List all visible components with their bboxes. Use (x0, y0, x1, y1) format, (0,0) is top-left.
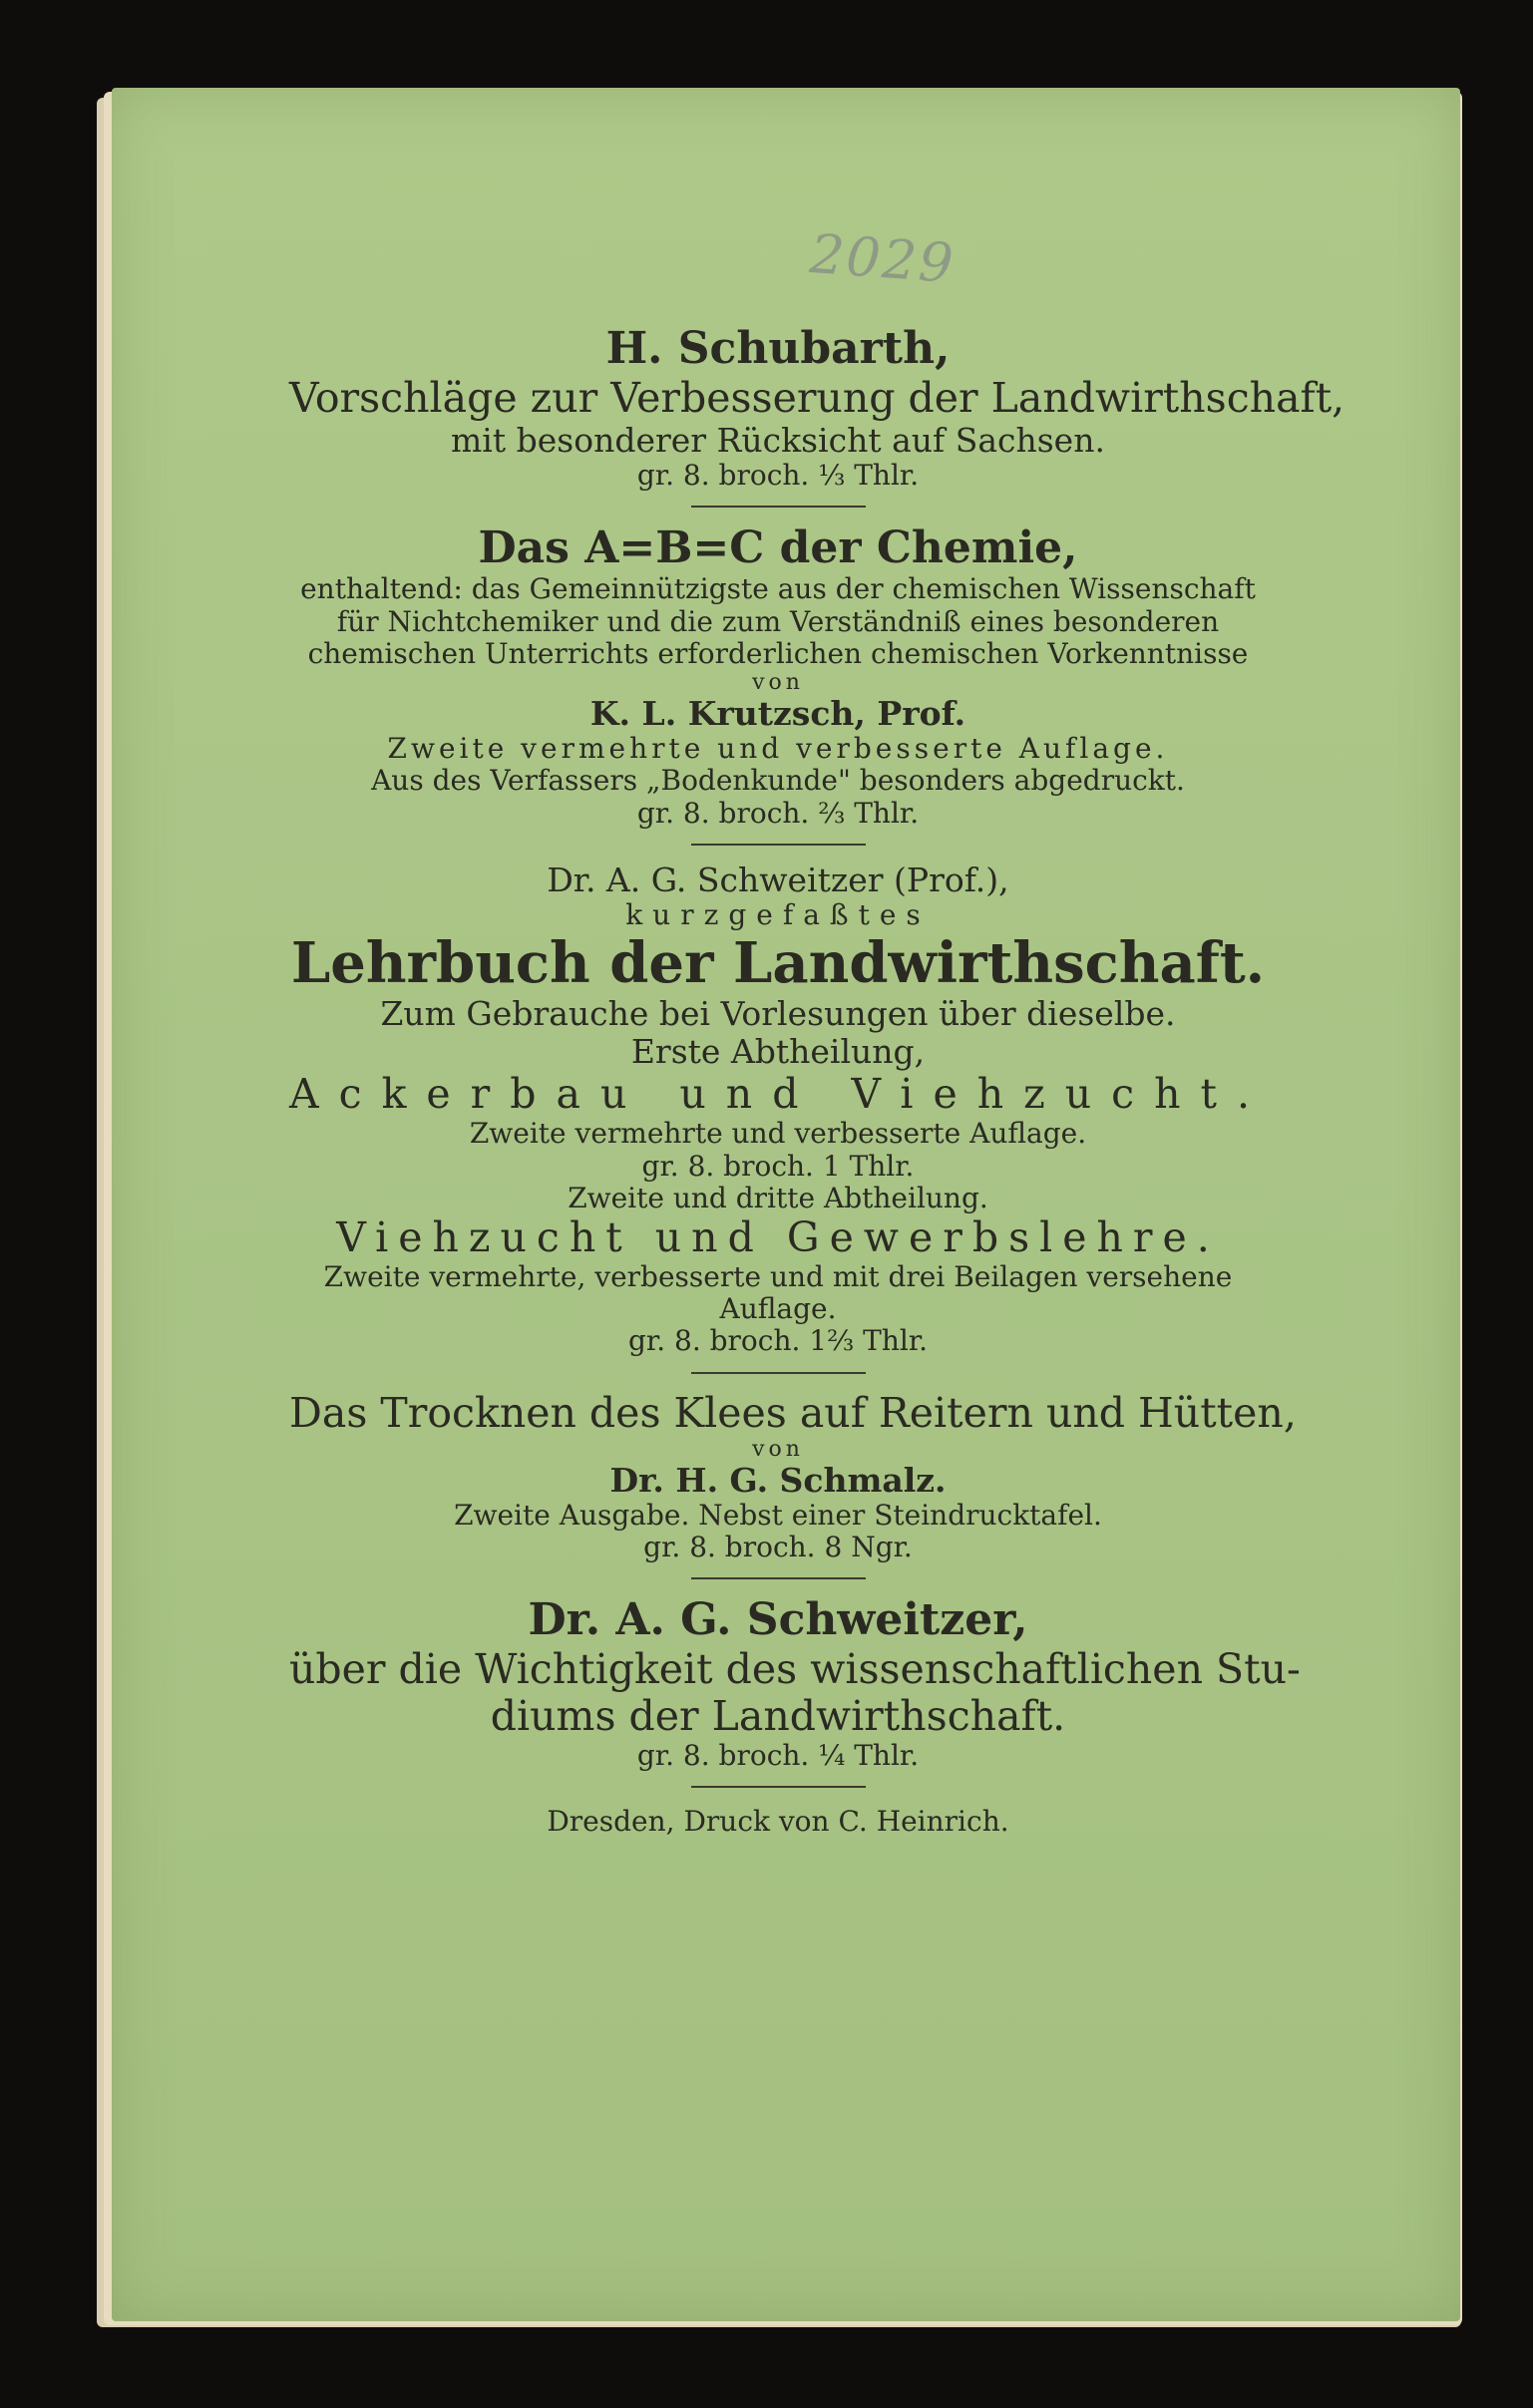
ad-author: Dr. H. G. Schmalz. (609, 1461, 947, 1501)
divider (691, 506, 866, 508)
ad-subtitle: Zum Gebrauche bei Vorlesungen über dieselbe. (380, 994, 1176, 1034)
divider (691, 844, 866, 846)
ad-price: gr. 8. broch. 1⅔ Thlr. (627, 1324, 929, 1358)
ad-von: von (752, 670, 804, 696)
divider (691, 1577, 866, 1579)
ad-part-label: Erste Abtheilung, (630, 1032, 926, 1072)
ad-abc-chemie (289, 523, 1267, 830)
ad-kurz: kurzgefaßtes (625, 897, 931, 931)
ad-author: Dr. A. G. Schweitzer, (528, 1594, 1028, 1646)
handwritten-shelf-mark: 2029 (807, 222, 958, 295)
ad-note: Aus des Verfassers „Bodenkunde" besonders abgedruckt. (371, 764, 1185, 798)
ad-author: K. L. Krutzsch, Prof. (589, 694, 966, 734)
ad-price: gr. 8. broch. ¼ Thlr. (636, 1739, 920, 1773)
ad-price: gr. 8. broch. ⅔ Thlr. (636, 796, 920, 830)
ad-edition: Zweite vermehrte, verbesserte und mit drei Beilagen versehene (323, 1260, 1233, 1294)
printer-imprint: Dresden, Druck von C. Heinrich. (547, 1805, 1009, 1839)
ad-title: über die Wichtigkeit des wissenschaftlichen Stu- (289, 1644, 1301, 1693)
ad-edition: Zweite vermehrte und verbesserte Auflage. (387, 732, 1169, 766)
ad-title: Lehrbuch der Landwirthschaft. (290, 929, 1266, 996)
ad-title: Das A=B=C der Chemie, (478, 521, 1078, 573)
ad-price: gr. 8. broch. 8 Ngr. (643, 1531, 913, 1564)
ad-title: diums der Landwirthschaft. (490, 1692, 1066, 1741)
ad-edition: Auflage. (719, 1292, 837, 1326)
ad-part-title: Ackerbau und Viehzucht. (289, 1070, 1271, 1119)
ad-part-label: Zweite und dritte Abtheilung. (568, 1181, 988, 1214)
ad-wichtigkeit (289, 1594, 1301, 1773)
ad-description: für Nichtchemiker und die zum Verständniß eines besonderen (336, 604, 1220, 638)
advertisement-list (289, 323, 1345, 1839)
ad-description: chemischen Unterrichts erforderlichen chemischen Vorkenntnisse (307, 636, 1249, 670)
divider (691, 1786, 866, 1788)
ad-edition: Zweite Ausgabe. Nebst einer Steindrucktafel. (454, 1498, 1102, 1532)
ad-trocknen-klees (289, 1388, 1297, 1564)
ad-von: von (752, 1436, 804, 1462)
ad-author: H. Schubarth, (605, 323, 951, 374)
ad-author: Dr. A. G. Schweitzer (Prof.), (547, 860, 1009, 899)
ad-schubarth (289, 323, 1345, 492)
ad-price: gr. 8. broch. ⅓ Thlr. (636, 458, 920, 492)
divider (691, 1372, 866, 1374)
ad-title: Das Trocknen des Klees auf Reitern und Hütten, (289, 1388, 1297, 1437)
ad-part-title: Viehzucht und Gewerbslehre. (336, 1212, 1220, 1261)
ad-edition: Zweite vermehrte und verbesserte Auflage. (469, 1117, 1087, 1151)
ad-description: enthaltend: das Gemeinnützigste aus der chemischen Wissenschaft (300, 572, 1256, 606)
ad-lehrbuch (289, 860, 1271, 1358)
ad-title: Vorschläge zur Verbesserung der Landwirthschaft, (289, 373, 1345, 422)
ad-price: gr. 8. broch. 1 Thlr. (641, 1149, 915, 1183)
ad-subtitle: mit besonderer Rücksicht auf Sachsen. (451, 420, 1105, 460)
